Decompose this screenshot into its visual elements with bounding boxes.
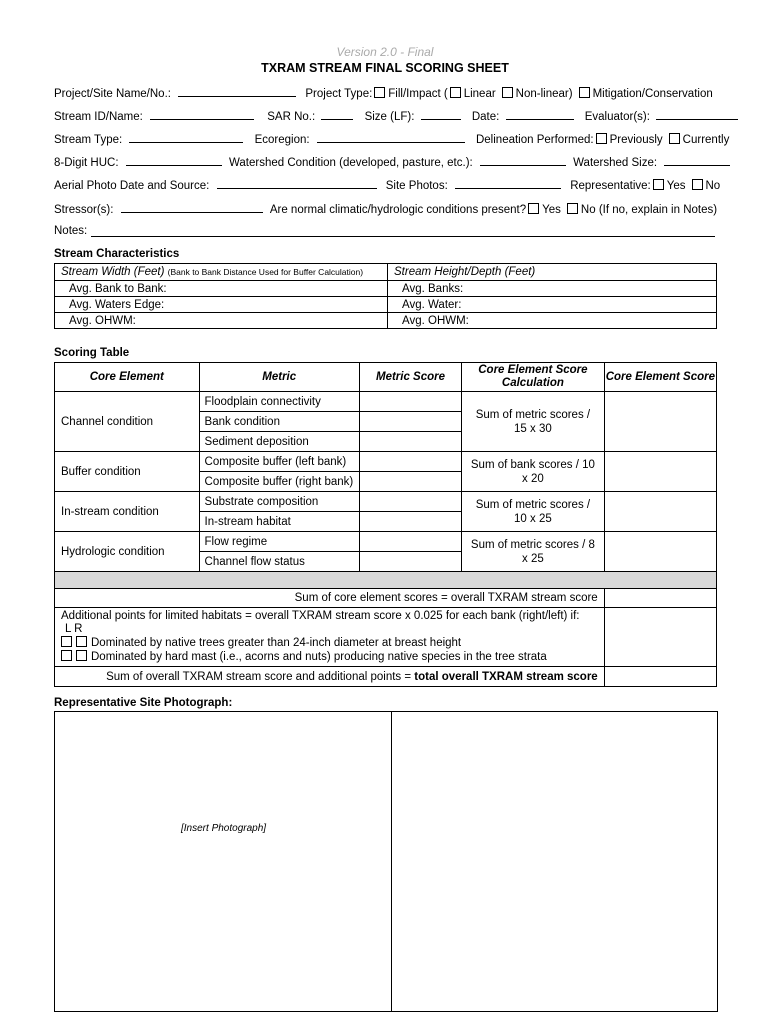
hard-mast-right-checkbox[interactable]: [76, 650, 87, 661]
width-note: (Bank to Bank Distance Used for Buffer Calculation): [167, 267, 364, 277]
normal-conditions-label: Are normal climatic/hydrologic conditions present?: [269, 204, 527, 216]
col-core-element: Core Element: [55, 363, 200, 392]
stream-type-row: [54, 132, 729, 146]
total-bold: total overall TXRAM stream score: [414, 670, 598, 683]
evaluators-label: Evaluator(s):: [584, 111, 650, 123]
score-buffer-left[interactable]: [359, 452, 461, 472]
native-trees-right-checkbox[interactable]: [76, 636, 87, 647]
stream-type-label: Stream Type:: [54, 134, 123, 146]
version-label: Version 2.0 - Final: [336, 45, 434, 59]
stream-id-field[interactable]: [150, 109, 254, 120]
size-label: Size (LF):: [364, 111, 415, 123]
previously-label: Previously: [609, 134, 663, 146]
width-ohwm[interactable]: Avg. OHWM:: [55, 313, 388, 329]
currently-checkbox[interactable]: [669, 133, 680, 144]
linear-label: Linear: [463, 88, 496, 100]
stream-id-row: [54, 109, 738, 123]
score-sediment[interactable]: [359, 432, 461, 452]
project-row: [54, 86, 713, 100]
metric-buffer-left: Composite buffer (left bank): [199, 452, 359, 472]
project-type-label: Project Type:: [305, 88, 373, 100]
stressors-label: Stressor(s):: [54, 204, 114, 216]
representative-label: Representative:: [570, 180, 651, 192]
representative-yes-checkbox[interactable]: [653, 179, 664, 190]
mitigation-label: Mitigation/Conservation: [592, 88, 713, 100]
normal-yes-label: Yes: [542, 204, 561, 216]
aerial-field[interactable]: [217, 178, 377, 189]
stream-type-field[interactable]: [129, 132, 243, 143]
element-hydrologic: Hydrologic condition: [55, 532, 200, 572]
fill-impact-label: Fill/Impact (: [388, 88, 448, 100]
huc-row: [54, 155, 730, 169]
representative-yes-label: Yes: [666, 180, 686, 192]
previously-checkbox[interactable]: [596, 133, 607, 144]
additional-points-score[interactable]: [604, 608, 716, 667]
col-core-element-score: Core Element Score: [604, 363, 716, 392]
stream-characteristics-heading: Stream Characteristics: [54, 248, 180, 260]
score-substrate[interactable]: [359, 492, 461, 512]
score-bank[interactable]: [359, 412, 461, 432]
metric-buffer-right: Composite buffer (right bank): [199, 472, 359, 492]
notes-field[interactable]: [91, 236, 715, 237]
element-buffer: Buffer condition: [55, 452, 200, 492]
width-bank-to-bank[interactable]: Avg. Bank to Bank:: [55, 281, 388, 297]
lr-label: L R: [65, 623, 83, 635]
separator-row: [55, 572, 717, 589]
width-heading: Stream Width (Feet): [61, 266, 165, 278]
core-score-channel[interactable]: [604, 392, 716, 452]
photo-box-right[interactable]: [391, 711, 718, 1012]
calc-channel: Sum of metric scores / 15 x 30: [462, 392, 605, 452]
stream-id-label: Stream ID/Name:: [54, 111, 143, 123]
additional-points-label: Additional points for limited habitats = overall TXRAM stream score x 0.025 for each bank (right/left) if:: [61, 610, 580, 622]
native-trees-label: Dominated by native trees greater than 24-inch diameter at breast height: [91, 637, 462, 649]
watershed-condition-field[interactable]: [480, 155, 566, 166]
ecoregion-field[interactable]: [317, 132, 465, 143]
height-heading: Stream Height/Depth (Feet): [388, 264, 717, 281]
height-banks[interactable]: Avg. Banks:: [388, 281, 717, 297]
score-flow-regime[interactable]: [359, 532, 461, 552]
core-score-hydrologic[interactable]: [604, 532, 716, 572]
site-photos-field[interactable]: [455, 178, 561, 189]
normal-no-label: No (If no, explain in Notes): [580, 204, 718, 216]
watershed-condition-label: Watershed Condition (developed, pasture, etc.):: [228, 157, 473, 169]
metric-substrate: Substrate composition: [199, 492, 359, 512]
representative-no-label: No: [705, 180, 721, 192]
notes-label: Notes:: [54, 225, 88, 237]
normal-yes-checkbox[interactable]: [528, 203, 539, 214]
sum-core-label: Sum of core element scores = overall TXRAM stream score: [55, 589, 605, 608]
calc-buffer: Sum of bank scores / 10 x 20: [462, 452, 605, 492]
aerial-label: Aerial Photo Date and Source:: [54, 180, 210, 192]
hard-mast-left-checkbox[interactable]: [61, 650, 72, 661]
total-score-cell[interactable]: [604, 667, 716, 687]
photo-placeholder: [Insert Photograph]: [181, 823, 267, 834]
watershed-size-label: Watershed Size:: [573, 157, 658, 169]
col-calc: Core Element Score Calculation: [462, 363, 605, 392]
linear-checkbox[interactable]: [450, 87, 461, 98]
core-score-buffer[interactable]: [604, 452, 716, 492]
hard-mast-label: Dominated by hard mast (i.e., acorns and nuts) producing native species in the tree strata: [91, 651, 547, 663]
col-metric-score: Metric Score: [359, 363, 461, 392]
date-label: Date:: [471, 111, 500, 123]
width-waters-edge[interactable]: Avg. Waters Edge:: [55, 297, 388, 313]
stressors-row: [54, 202, 717, 216]
project-site-field[interactable]: [178, 86, 296, 97]
score-floodplain[interactable]: [359, 392, 461, 412]
calc-in-stream: Sum of metric scores / 10 x 25: [462, 492, 605, 532]
delineation-label: Delineation Performed:: [475, 134, 594, 146]
size-field[interactable]: [421, 109, 461, 120]
score-channel-flow[interactable]: [359, 552, 461, 572]
stream-characteristics-table: [54, 263, 717, 329]
aerial-row: [54, 178, 720, 192]
ecoregion-label: Ecoregion:: [254, 134, 310, 146]
width-heading-cell: [55, 264, 388, 281]
metric-bank: Bank condition: [199, 412, 359, 432]
watershed-size-field[interactable]: [664, 155, 730, 166]
native-trees-left-checkbox[interactable]: [61, 636, 72, 647]
huc-field[interactable]: [126, 155, 222, 166]
height-ohwm[interactable]: Avg. OHWM:: [388, 313, 717, 329]
normal-no-checkbox[interactable]: [567, 203, 578, 214]
sar-label: SAR No.:: [267, 111, 316, 123]
date-field[interactable]: [506, 109, 574, 120]
currently-label: Currently: [682, 134, 730, 146]
calc-hydrologic: Sum of metric scores / 8 x 25: [462, 532, 605, 572]
metric-channel-flow: Channel flow status: [199, 552, 359, 572]
additional-points-cell: [55, 608, 605, 667]
col-metric: Metric: [199, 363, 359, 392]
stressors-field[interactable]: [121, 202, 263, 213]
site-photos-label: Site Photos:: [385, 180, 448, 192]
score-buffer-right[interactable]: [359, 472, 461, 492]
core-score-in-stream[interactable]: [604, 492, 716, 532]
photo-heading: Representative Site Photograph:: [54, 697, 233, 709]
scoring-table: [54, 362, 717, 687]
evaluators-field[interactable]: [656, 109, 738, 120]
representative-no-checkbox[interactable]: [692, 179, 703, 190]
mitigation-checkbox[interactable]: [579, 87, 590, 98]
project-site-label: Project/Site Name/No.:: [54, 88, 171, 100]
score-in-stream-habitat[interactable]: [359, 512, 461, 532]
height-water[interactable]: Avg. Water:: [388, 297, 717, 313]
metric-sediment: Sediment deposition: [199, 432, 359, 452]
total-score-label: [55, 667, 605, 687]
page-title: TXRAM STREAM FINAL SCORING SHEET: [261, 61, 509, 75]
scoring-table-heading: Scoring Table: [54, 347, 130, 359]
sar-field[interactable]: [321, 109, 353, 120]
element-channel: Channel condition: [55, 392, 200, 452]
overall-score-cell[interactable]: [604, 589, 716, 608]
hard-mast-row: [61, 650, 598, 664]
non-linear-label: Non-linear): [515, 88, 573, 100]
photo-box-left[interactable]: [54, 711, 392, 1012]
metric-floodplain: Floodplain connectivity: [199, 392, 359, 412]
element-in-stream: In-stream condition: [55, 492, 200, 532]
fill-impact-checkbox[interactable]: [374, 87, 385, 98]
total-prefix: Sum of overall TXRAM stream score and additional points =: [106, 670, 415, 683]
metric-in-stream-habitat: In-stream habitat: [199, 512, 359, 532]
metric-flow-regime: Flow regime: [199, 532, 359, 552]
native-trees-row: [61, 636, 598, 650]
huc-label: 8-Digit HUC:: [54, 157, 119, 169]
non-linear-checkbox[interactable]: [502, 87, 513, 98]
